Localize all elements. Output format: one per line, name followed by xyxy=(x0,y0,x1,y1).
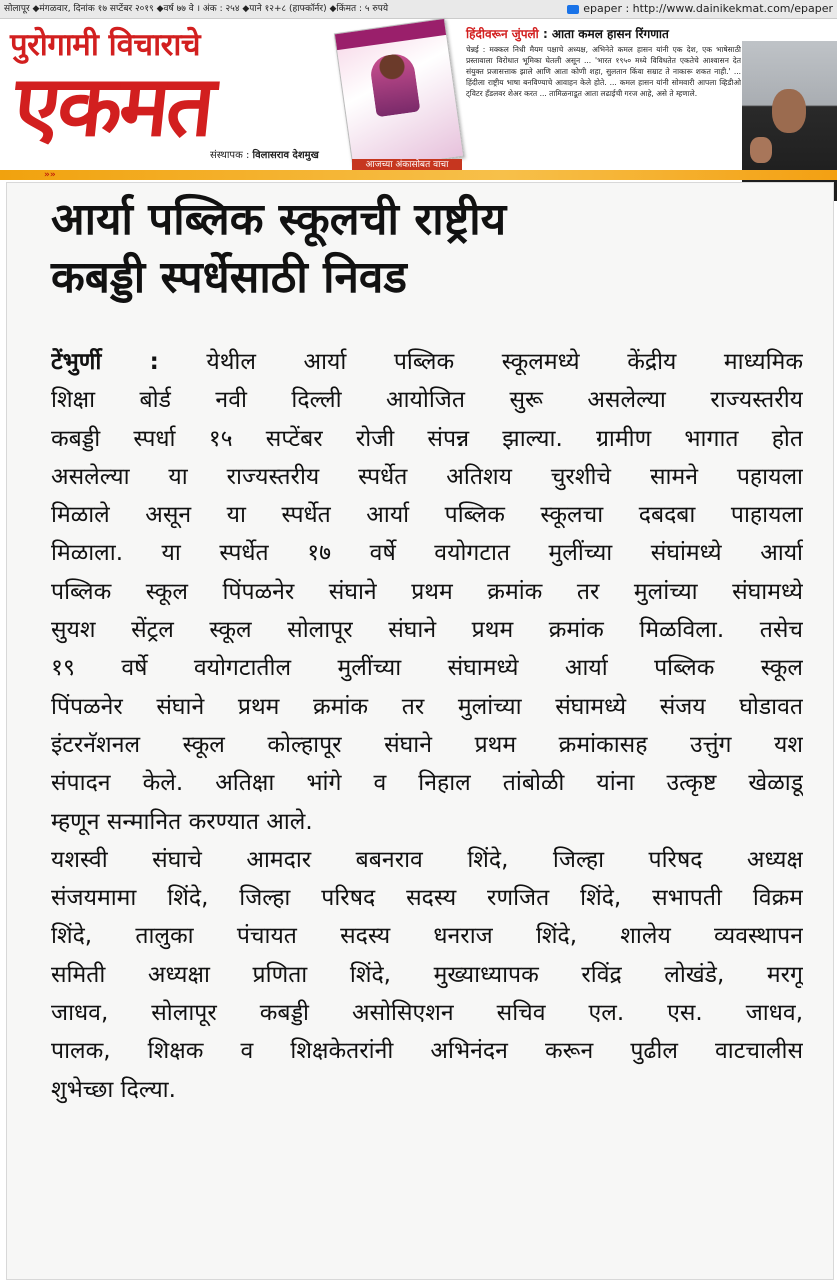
news-brief xyxy=(466,25,741,165)
masthead-name: एकमत xyxy=(9,57,217,155)
news-brief-title xyxy=(466,25,741,42)
body-line: टेंभुर्णी : येथील आर्या पब्लिक स्कूलमध्ये केंद्रीय माध्यमिक xyxy=(51,349,803,375)
body-line: म्हणून सन्मानित करण्यात आले. xyxy=(51,808,313,835)
masthead xyxy=(0,19,837,169)
body-line: यशस्वी संघाचे आमदार बबनराव शिंदे, जिल्हा परिषद अध्यक्ष xyxy=(51,846,803,873)
body-line: पिंपळनेर संघाने प्रथम क्रमांक तर मुलांच्या संघामध्ये संजय घोडावत xyxy=(51,693,803,720)
section-divider xyxy=(0,170,837,180)
divider-arrows-icon: »» xyxy=(44,170,56,180)
news-brief-body: चेन्नई : मक्कल निधी मैयम पक्षाचे अध्यक्ष, अभिनेते कमल हासन यांनी एक देश, एक भाषेसाठी प्रस्तावाला विरोधात भूमिका घेतली असून ... 'भारत १९५० मध्ये विविधतेत एकतेचे आश्वासन देत संयुक्त प्रजासत्ताक झाले आणि आता कोणी शहा, सुलतान किंवा सम्राट ते नाकारू शकत नाही.' ... हिंदीला राष्ट्रीय भाषा बनविण्याचे आवाहन केले होते. ... कमल हासन यांनी सोमवारी आपला व्हिडीओ ट्विटर हँडलवर शेअर करत ... तामिळनाडूत आता लढाईची गरज आहे, असे ते म्हणाले. xyxy=(466,45,741,98)
article-dateline: टेंभुर्णी : xyxy=(51,349,159,375)
body-line: संजयमामा शिंदे, जिल्हा परिषद सदस्य रणजित शिंदे, सभापती विक्रम xyxy=(51,885,803,912)
body-line: समिती अध्यक्षा प्रणिता शिंदे, मुख्याध्यापक रविंद्र लोखंडे, मरगू xyxy=(51,961,803,988)
body-line: जाधव, सोलापूर कबड्डी असोसिएशन सचिव एल. एस. जाधव, xyxy=(51,1000,803,1027)
news-brief-title-rest: आता कमल हासन रिंगणात xyxy=(551,27,669,41)
body-line: १९ वर्षे वयोगटातील मुलींच्या संघामध्ये आर्या पब्लिक स्कूल xyxy=(51,655,803,682)
epaper-icon xyxy=(567,5,579,14)
body-line: संपादन केले. अतिक्षा भांगे व निहाल तांबोळी यांना उत्कृष्ट खेळाडू xyxy=(51,770,803,797)
body-line: पालक, शिक्षक व शिक्षकेतरांनी अभिनंदन करून पुढील वाटचालीस xyxy=(51,1038,803,1065)
founder-label: संस्थापक : xyxy=(210,150,250,161)
article-clipping xyxy=(6,182,834,1280)
epaper-url: epaper : http://www.dainikekmat.com/epaper xyxy=(583,2,833,15)
body-line: इंटरनॅशनल स्कूल कोल्हापूर संघाने प्रथम क्रमांकासह उत्तुंग यश xyxy=(51,731,803,758)
masthead-tagline: पुरोगामी विचाराचे xyxy=(10,27,201,63)
epaper-link[interactable] xyxy=(567,0,833,18)
article-body xyxy=(51,343,803,1109)
news-brief-title-red: हिंदीवरून जुंपली xyxy=(466,27,539,41)
article-headline xyxy=(51,191,811,307)
photo-hand xyxy=(750,137,772,163)
masthead-logo xyxy=(9,27,340,155)
body-line: असलेल्या या राज्यस्तरीय स्पर्धेत अतिशय चुरशीचे सामने पहायला xyxy=(51,463,803,490)
issue-meta: सोलापूर ◆मंगळवार, दिनांक १७ सप्टेंबर २०१९ ◆वर्ष ७७ वे । अंक : २५४ ◆पाने १२+८ (हाफ्कॉर्नर) ◆किंमत : ५ रुपये xyxy=(4,4,389,14)
supplement-caption: आजच्या अंकासोबत वाचा xyxy=(352,159,462,172)
body-line: पब्लिक स्कूल पिंपळनेर संघाने प्रथम क्रमांक तर मुलांच्या संघामध्ये xyxy=(51,578,803,605)
headline-line-2: कबड्डी स्पर्धेसाठी निवड xyxy=(51,252,407,303)
news-brief-title-sep: : xyxy=(538,27,552,41)
body-line: शुभेच्छा दिल्या. xyxy=(51,1076,176,1103)
body-line: सुयश सेंट्रल स्कूल सोलापूर संघाने प्रथम क्रमांक मिळविला. तसेच xyxy=(51,617,803,644)
founder-credit xyxy=(210,147,319,161)
headline-line-1: आर्या पब्लिक स्कूलची राष्ट्रीय xyxy=(51,194,507,245)
body-line: शिंदे, तालुका पंचायत सदस्य धनराज शिंदे, शालेय व्यवस्थापन xyxy=(51,923,803,950)
supplement-cover-image xyxy=(334,18,464,172)
body-line: शिक्षा बोर्ड नवी दिल्ली आयोजित सुरू असलेल्या राज्यस्तरीय xyxy=(51,387,803,414)
cover-figure xyxy=(369,52,421,118)
founder-name: विलासराव देशमुख xyxy=(252,150,319,161)
body-line: मिळाले असून या स्पर्धेत आर्या पब्लिक स्कूलचा दबदबा पाहायला xyxy=(51,502,803,529)
photo-head xyxy=(772,89,806,133)
cover-strip xyxy=(335,19,446,50)
top-info-strip xyxy=(0,0,837,19)
body-line: कबड्डी स्पर्धा १५ सप्टेंबर रोजी संपन्न झाल्या. ग्रामीण भागात होत xyxy=(51,425,803,452)
body-line: मिळाला. या स्पर्धेत १७ वर्षे वयोगटात मुलींच्या संघांमध्ये आर्या xyxy=(51,540,803,567)
